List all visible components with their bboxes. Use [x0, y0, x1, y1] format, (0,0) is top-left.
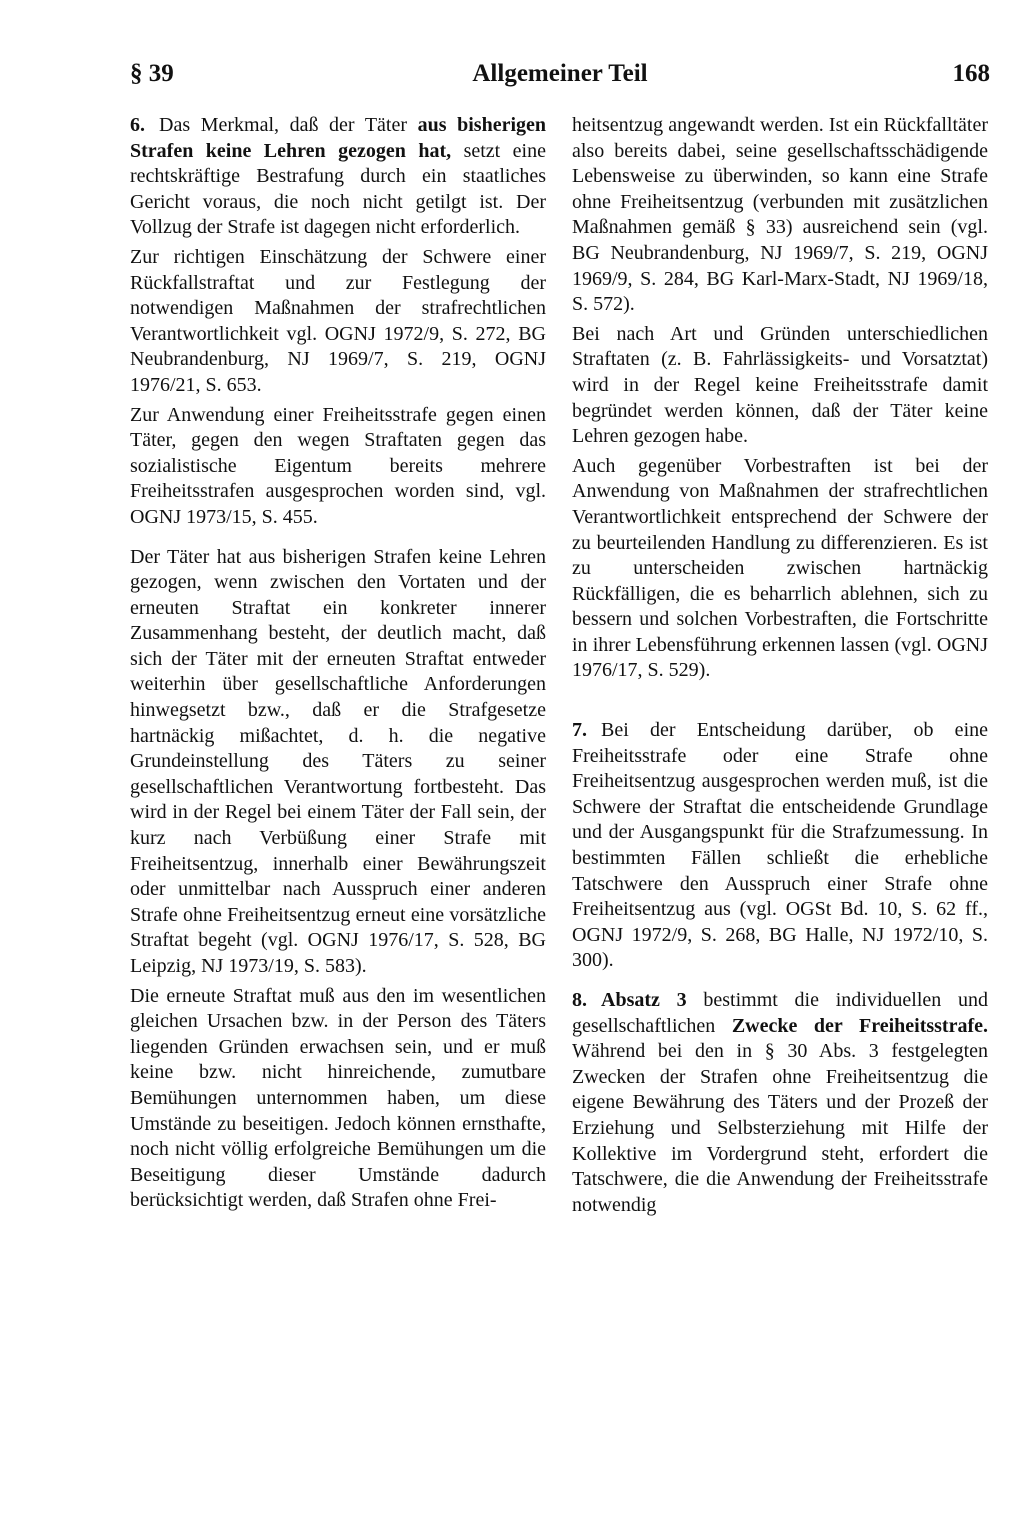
header-title: Allgemeiner Teil [472, 60, 648, 87]
paragraph-text: bestimmt die individuellen und gesellschaftlichen [572, 989, 988, 1037]
paragraph: Die erneute Straftat muß aus den im wesentlichen gleichen Ursachen bzw. in der Person des Täters liegenden Gründen erwachsen sein, und er muß keine bzw. nicht hinreichende, zumutbare Bemühungen unternommen haben, um diese Umstände zu beseitigen. Jedoch können ernsthafte, noch nicht völlig erfolgreiche Bemühungen um die Beseitigung dieser Umstände dadurch berücksichtigt werden, daß Strafen ohne Frei- [130, 984, 546, 1212]
paragraph: Auch gegenüber Vorbestraften ist bei der Anwendung von Maßnahmen der strafrechtlichen Verantwortlichkeit entsprechend der Schwere der zu beurteilenden Handlung zu differenzieren. Es ist zu unterscheiden zwischen hartnäckig Rückfälligen, die es beharrlich ablehnen, sich zu bessern und solchen Vorbestraften, die Fortschritte in ihrer Lebensführung erkennen lassen (vgl. OGNJ 1976/17, S. 529). [572, 454, 988, 682]
paragraph-6 [130, 113, 546, 241]
paragraph: Zur Anwendung einer Freiheitsstrafe gegen einen Täter, gegen den wegen Straftaten gegen das sozialistische Eigentum bereits mehrere Freiheitsstrafen ausgesprochen worden sind, vgl. OGNJ 1973/15, S. 455. [130, 403, 546, 528]
paragraph-number: 6. [130, 114, 145, 136]
emphasis-text: Zwecke der Freiheitsstrafe. [731, 1014, 988, 1037]
left-column [130, 113, 546, 1218]
paragraph: Zur richtigen Einschätzung der Schwere einer Rückfallstraftat und zur Festlegung der notwendigen Maßnahmen der strafrechtlichen Verantwortlichkeit vgl. OGNJ 1972/9, S. 272, BG Neubrandenburg, NJ 1969/7, S. 219, OGNJ 1976/21, S. 653. [130, 245, 546, 396]
paragraph: Der Täter hat aus bisherigen Strafen keine Lehren gezogen, wenn zwischen den Vortaten und der erneuten Straftat ein konkreter innerer Zusammenhang besteht, der deutlich macht, daß sich der Täter mit der erneuten Straftat entweder weiterhin über gesellschaftliche Anforderungen hinwegsetzt bzw., daß er die Strafgesetze hartnäckig mißachtet, d. h. die negative Grundeinstellung des Täters zu seiner gesellschaftlichen Verantwortung fortbesteht. Das wird in der Regel bei einem Täter der Fall sein, der kurz nach Verbüßung einer Strafe mit Freiheitsentzug, innerhalb einer Bewährungszeit oder unmittelbar nach Ausspruch einer anderen Strafe ohne Freiheitsentzug erneut eine vorsätzliche Straftat begeht (vgl. OGNJ 1976/17, S. 528, BG Leipzig, NJ 1973/19, S. 583). [130, 545, 546, 977]
emphasis-text: Absatz 3 [601, 989, 687, 1011]
page-number: 168 [952, 60, 990, 87]
paragraph-8 [572, 988, 988, 1218]
paragraph: Bei nach Art und Gründen unterschiedlichen Straftaten (z. B. Fahrlässigkeits- und Vorsatztat) wird in der Regel keine Freiheitsstrafe damit begründet werden können, daß der Täter keine Lehren gezogen habe. [572, 322, 988, 448]
paragraph-text: Bei der Entscheidung darüber, ob eine Freiheitsstrafe oder eine Strafe ohne Freiheitsentzug ausgesprochen werden muß, ist die Schwere der Straftat die entscheidende Grundlage und der Ausgangspunkt für die Strafzumessung. In bestimmten Fällen schließt die erhebliche Tatschwere den Ausspruch einer Strafe ohne Freiheitsentzug aus (vgl. OGSt Bd. 10, S. 62 ff., OGNJ 1972/9, S. 268, BG Halle, NJ 1972/10, S. 300). [572, 719, 988, 972]
paragraph-text: Während bei den in § 30 Abs. 3 festgelegten Zwecken der Strafen ohne Freiheitsentzug die eigene Bewährung des Täters und der Prozeß der Erziehung und Selbsterziehung mit Hilfe der Kollektive im Vordergrund steht, erfordert die Tatschwere, die die Anwendung der Freiheitsstrafe notwendig [572, 1040, 988, 1216]
emphasis-text: aus bisherigen Strafen keine Lehren gezogen hat, [130, 114, 547, 162]
paragraph-text: Das Merkmal, daß der Täter [159, 114, 418, 136]
page-header [130, 60, 990, 100]
header-section: § 39 [130, 60, 174, 87]
paragraph-7 [572, 718, 988, 974]
paragraph-number: 8. [572, 989, 587, 1011]
paragraph-number: 7. [572, 719, 587, 742]
paragraph-text: setzt eine rechtskräftige Bestrafung durch ein staatliches Gericht voraus, die noch nicht getilgt ist. Der Vollzug der Strafe ist dagegen nicht erforderlich. [130, 139, 546, 239]
right-column [572, 113, 988, 1222]
paragraph: heitsentzug angewandt werden. Ist ein Rückfalltäter also bereits dabei, seine gesellschaftsschädigende Lebensweise zu überwinden, so kann eine Strafe ohne Freiheitsentzug (verbunden mit zusätzlichen Maßnahmen gemäß § 33) ausreichend sein (vgl. BG Neubrandenburg, NJ 1969/7, S. 219, OGNJ 1969/9, S. 284, BG Karl-Marx-Stadt, NJ 1969/18, S. 572). [572, 114, 988, 316]
